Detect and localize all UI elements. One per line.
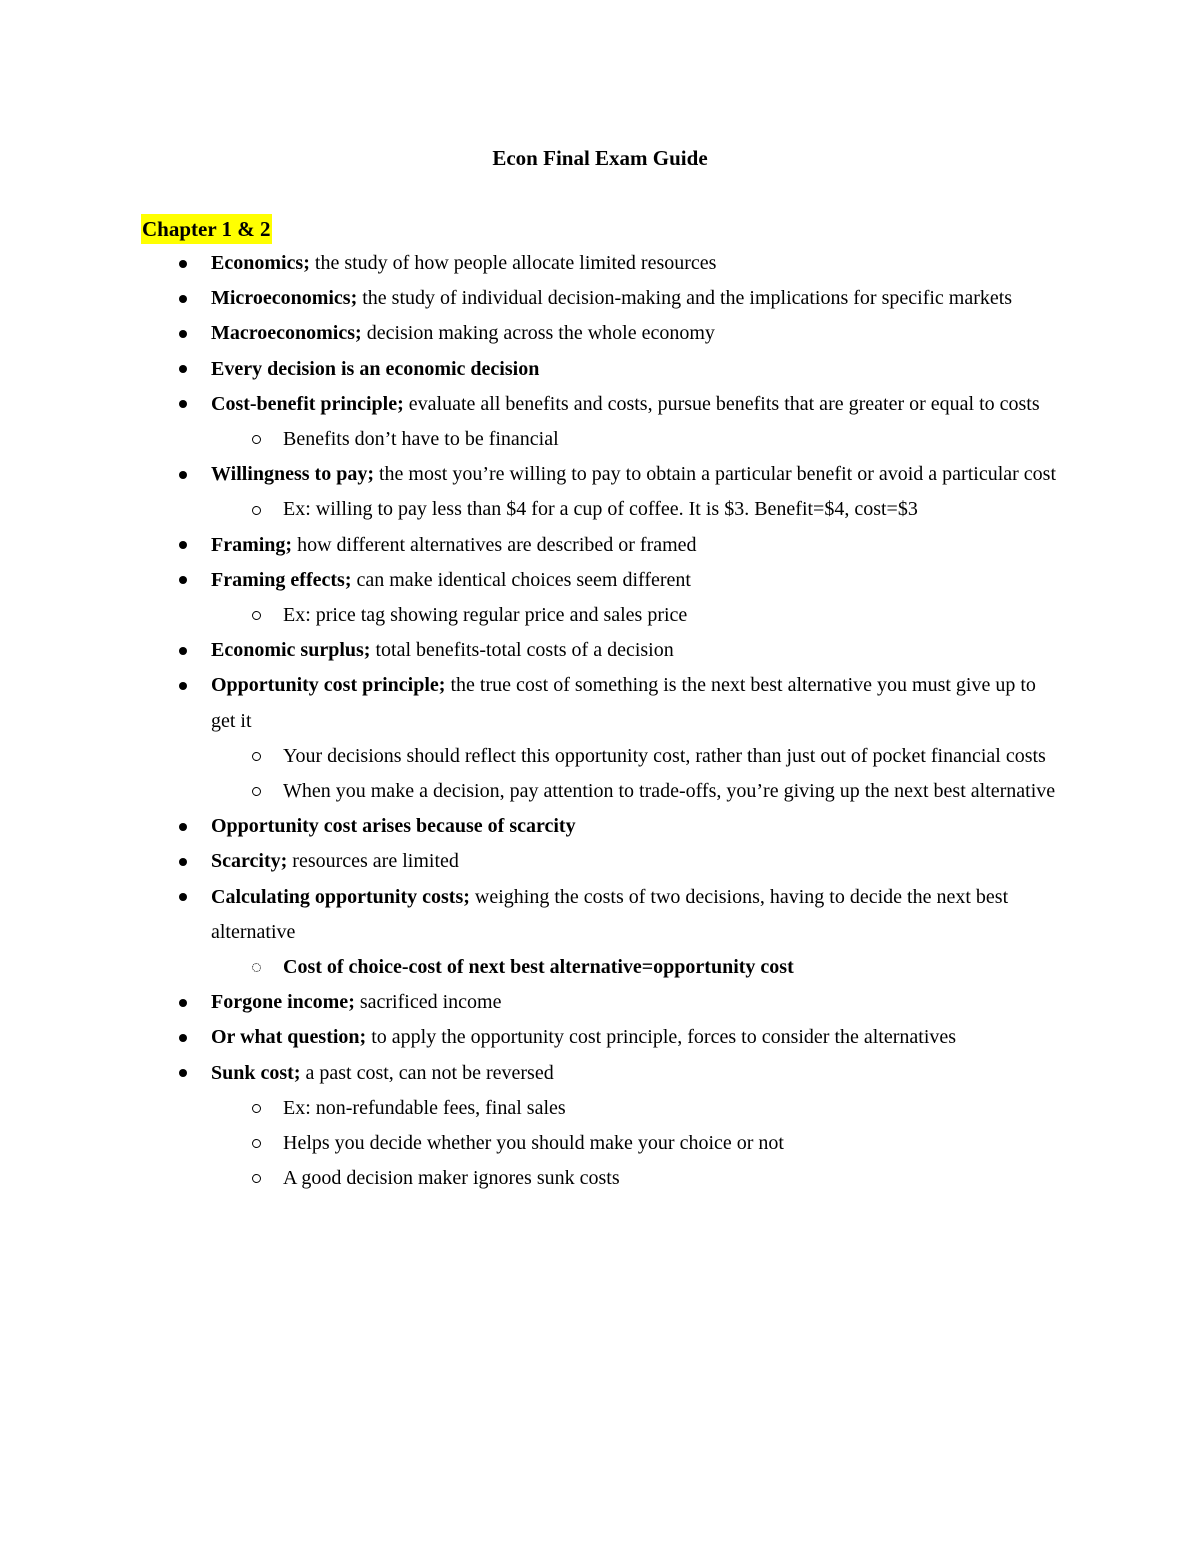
list-item (0, 352, 1056, 387)
item-term: Opportunity cost arises because of scarcity (211, 815, 576, 838)
list-item (0, 563, 1056, 598)
list-item (0, 281, 1056, 316)
hollow-bullet-icon (249, 492, 263, 527)
filled-bullet-icon (176, 668, 190, 703)
sub-list-item (0, 950, 1056, 985)
filled-bullet-icon (176, 316, 190, 351)
list-item (0, 387, 1056, 422)
filled-bullet-icon (176, 387, 190, 422)
hollow-bullet-icon (249, 1126, 263, 1161)
item-term: Economics; (211, 252, 310, 274)
filled-bullet-icon (176, 844, 190, 879)
hollow-bullet-icon (249, 598, 263, 633)
list-item (0, 985, 1056, 1020)
item-term: Framing effects; (211, 568, 352, 591)
item-text: total benefits-total costs of a decision (370, 639, 674, 662)
item-text: how different alternatives are described or framed (292, 533, 697, 556)
list-item (0, 528, 1056, 563)
item-term: Every decision is an economic decision (211, 357, 540, 380)
item-text: resources are limited (287, 850, 459, 873)
list-item (0, 316, 1056, 351)
sub-list-item (0, 598, 1056, 633)
item-text: Ex: price tag showing regular price and sales price (283, 604, 688, 627)
filled-bullet-icon (176, 1056, 190, 1091)
item-text: Benefits don’t have to be financial (283, 428, 559, 451)
dotted-hollow-bullet-icon (249, 950, 263, 985)
filled-bullet-icon (176, 1020, 190, 1055)
item-term: Macroeconomics; (211, 322, 362, 345)
item-text: Your decisions should reflect this opportunity cost, rather than just out of pocket financial costs (283, 744, 1046, 767)
item-term: Microeconomics; (211, 287, 358, 310)
filled-bullet-icon (176, 246, 190, 281)
item-text: Ex: non-refundable fees, final sales (283, 1096, 566, 1119)
item-term: Or what question; (211, 1026, 367, 1049)
filled-bullet-icon (176, 985, 190, 1020)
hollow-bullet-icon (249, 739, 263, 774)
item-term: Framing; (211, 533, 293, 556)
filled-bullet-icon (176, 809, 190, 844)
sub-list-item (0, 774, 1056, 809)
item-term: Cost-benefit principle; (211, 392, 404, 415)
item-text: decision making across the whole economy (361, 322, 715, 345)
item-text: can make identical choices seem different (351, 568, 691, 591)
item-text: weighing the costs of two decisions, having to decide the next best alternative (211, 885, 1009, 943)
notes-outline (0, 246, 1200, 1196)
sub-list-item (0, 1126, 1056, 1161)
filled-bullet-icon (176, 633, 190, 668)
filled-bullet-icon (176, 352, 190, 387)
item-text: A good decision maker ignores sunk costs (283, 1167, 620, 1190)
sub-list-item (0, 739, 1056, 774)
item-text: the true cost of something is the next best alternative you must give up to get it (211, 674, 1036, 732)
hollow-bullet-icon (249, 1091, 263, 1126)
item-text: sacrificed income (354, 991, 502, 1014)
hollow-bullet-icon (249, 774, 263, 809)
list-item (0, 457, 1056, 492)
list-item (0, 1020, 1056, 1055)
hollow-bullet-icon (249, 1161, 263, 1196)
document-title: Econ Final Exam Guide (492, 146, 708, 170)
item-term: Economic surplus; (211, 639, 371, 662)
list-item (0, 1056, 1056, 1091)
list-item (0, 809, 1056, 844)
filled-bullet-icon (176, 880, 190, 915)
item-text: evaluate all benefits and costs, pursue benefits that are greater or equal to costs (403, 392, 1040, 415)
item-term: Willingness to pay; (211, 463, 374, 486)
filled-bullet-icon (176, 563, 190, 598)
item-text: the most you’re willing to pay to obtain a particular benefit or avoid a particular cost (374, 463, 1057, 486)
list-item (0, 633, 1056, 668)
list-item (0, 880, 1056, 950)
item-text: to apply the opportunity cost principle, forces to consider the alternatives (366, 1026, 957, 1049)
item-text: the study of individual decision-making and the implications for specific markets (357, 287, 1013, 310)
sub-list-item (0, 1091, 1056, 1126)
item-term: Forgone income; (211, 991, 355, 1014)
filled-bullet-icon (176, 528, 190, 563)
item-term: Calculating opportunity costs; (211, 885, 470, 908)
item-text: a past cost, can not be reversed (300, 1061, 554, 1084)
chapter-heading-highlighted: Chapter 1 & 2 (141, 214, 272, 244)
item-text: When you make a decision, pay attention to trade-offs, you’re giving up the next best alternative (283, 780, 1056, 803)
item-text: Helps you decide whether you should make your choice or not (283, 1132, 784, 1155)
item-text: Ex: willing to pay less than $4 for a cup of coffee. It is $3. Benefit=$4, cost=$3 (283, 498, 918, 521)
sub-list-item (0, 492, 1056, 527)
item-term: Scarcity; (211, 850, 288, 873)
item-text: the study of how people allocate limited resources (309, 252, 717, 274)
hollow-bullet-icon (249, 422, 263, 457)
sub-list-item (0, 1161, 1056, 1196)
filled-bullet-icon (176, 281, 190, 316)
item-term: Sunk cost; (211, 1061, 301, 1084)
list-item (0, 668, 1056, 738)
list-item (0, 844, 1056, 879)
filled-bullet-icon (176, 457, 190, 492)
item-term: Opportunity cost principle; (211, 674, 446, 697)
item-term: Cost of choice-cost of next best alternative=opportunity cost (283, 956, 794, 979)
list-item (0, 246, 1056, 281)
sub-list-item (0, 422, 1056, 457)
